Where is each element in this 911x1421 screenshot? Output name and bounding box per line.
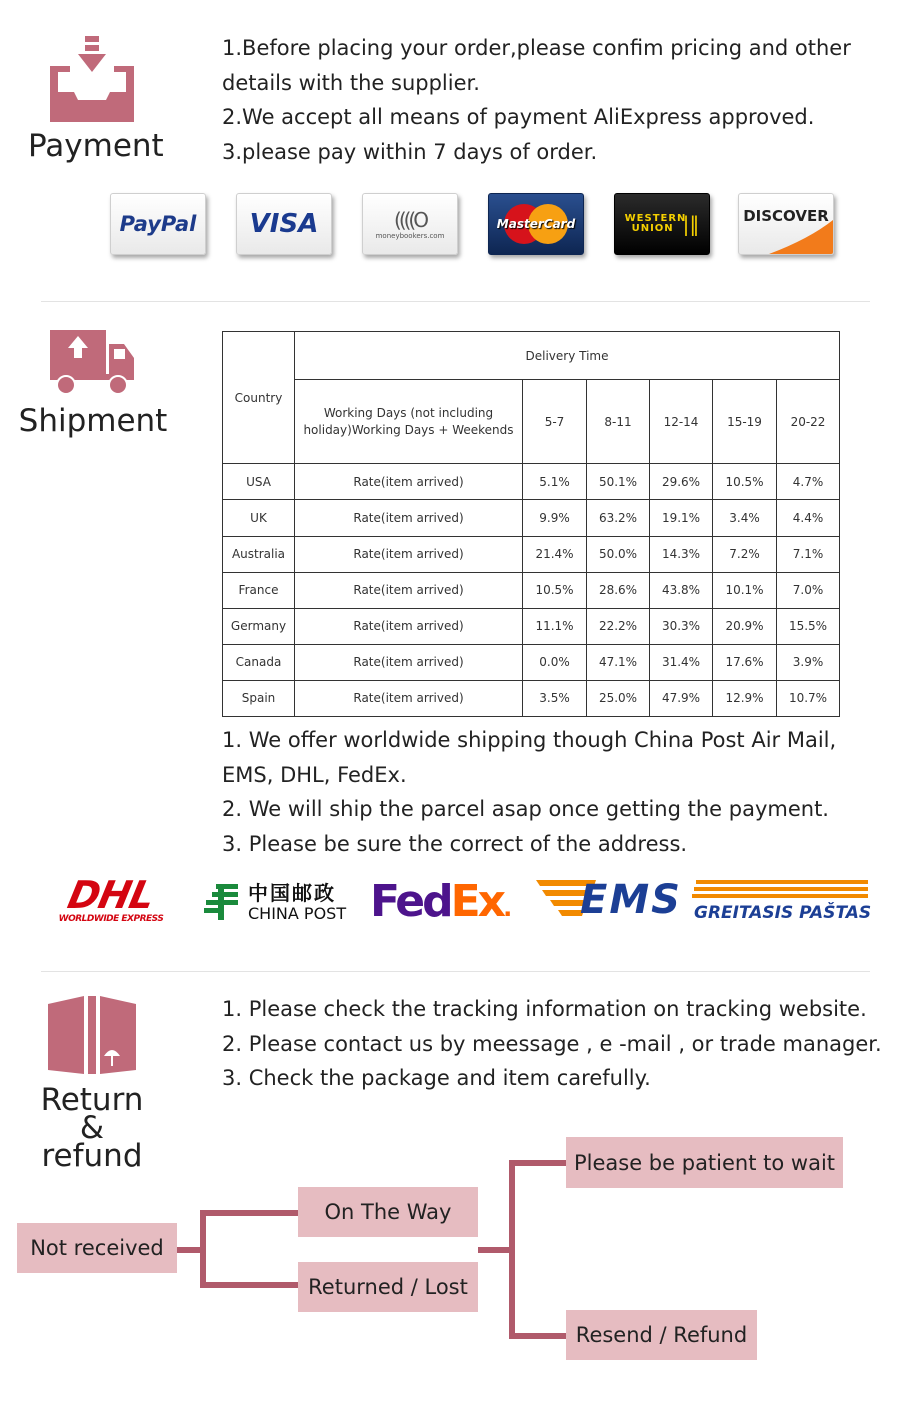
visa-logo-text: VISA bbox=[249, 209, 319, 239]
rate-cell: 47.9% bbox=[650, 680, 713, 716]
rate-cell: 4.7% bbox=[777, 464, 840, 500]
china-post-logo bbox=[202, 882, 347, 926]
rate-cell: 7.2% bbox=[713, 536, 777, 572]
country-cell: Canada bbox=[223, 644, 295, 680]
country-cell: Spain bbox=[223, 680, 295, 716]
shipment-title: Shipment bbox=[18, 403, 168, 439]
rate-cell: 50.0% bbox=[587, 536, 650, 572]
divider-1 bbox=[41, 301, 870, 302]
range-header: 8-11 bbox=[587, 380, 650, 464]
china-post-emblem-icon bbox=[202, 882, 242, 922]
range-header: 12-14 bbox=[650, 380, 713, 464]
shipment-note-1: 1. We offer worldwide shipping though China Post Air Mail, bbox=[222, 728, 837, 752]
table-row bbox=[223, 680, 840, 716]
fedex-dot: . bbox=[503, 894, 513, 922]
rate-cell: 7.1% bbox=[777, 536, 840, 572]
western-union-logo-text: WESTERN UNION bbox=[624, 213, 687, 234]
rate-cell: 0.0% bbox=[523, 644, 587, 680]
returned-lost-node: Returned / Lost bbox=[298, 1262, 478, 1312]
patient-wait-node: Please be patient to wait bbox=[566, 1137, 843, 1188]
rate-cell: 22.2% bbox=[587, 608, 650, 644]
rate-label-cell: Rate(item arrived) bbox=[295, 680, 523, 716]
rate-cell: 7.0% bbox=[777, 572, 840, 608]
divider-2 bbox=[41, 971, 870, 972]
range-header: 5-7 bbox=[523, 380, 587, 464]
resend-refund-node: Resend / Refund bbox=[566, 1310, 757, 1360]
rate-cell: 11.1% bbox=[523, 608, 587, 644]
country-cell: Germany bbox=[223, 608, 295, 644]
table-row bbox=[223, 500, 840, 536]
rate-cell: 17.6% bbox=[713, 644, 777, 680]
rate-label-cell: Rate(item arrived) bbox=[295, 608, 523, 644]
discover-swoosh-icon bbox=[739, 194, 833, 254]
rate-cell: 50.1% bbox=[587, 464, 650, 500]
rate-cell: 10.5% bbox=[523, 572, 587, 608]
rate-cell: 3.5% bbox=[523, 680, 587, 716]
payment-note-1: 1.Before placing your order,please confim pricing and other bbox=[222, 36, 851, 60]
connector bbox=[200, 1210, 206, 1288]
payment-title: Payment bbox=[28, 128, 164, 164]
delivery-time-header: Delivery Time bbox=[295, 332, 840, 380]
rate-cell: 10.7% bbox=[777, 680, 840, 716]
return-notes bbox=[222, 992, 882, 1096]
table-row bbox=[223, 644, 840, 680]
payment-note-3: 3.please pay within 7 days of order. bbox=[222, 139, 598, 164]
return-note-1: 1. Please check the tracking information on tracking website. bbox=[222, 997, 867, 1021]
country-header: Country bbox=[223, 332, 295, 464]
rate-cell: 9.9% bbox=[523, 500, 587, 536]
rate-cell: 15.5% bbox=[777, 608, 840, 644]
rate-cell: 63.2% bbox=[587, 500, 650, 536]
rate-label-cell: Rate(item arrived) bbox=[295, 500, 523, 536]
rate-label-cell: Rate(item arrived) bbox=[295, 644, 523, 680]
return-title-line1: Return bbox=[40, 1082, 144, 1118]
rate-cell: 28.6% bbox=[587, 572, 650, 608]
connector bbox=[509, 1333, 567, 1339]
inbox-download-icon bbox=[48, 36, 136, 122]
rate-cell: 10.5% bbox=[713, 464, 777, 500]
rate-cell: 21.4% bbox=[523, 536, 587, 572]
payment-note-2: 2.We accept all means of payment AliExpress approved. bbox=[222, 105, 815, 129]
not-received-node: Not received bbox=[17, 1223, 177, 1273]
ems-tagline: GREITASIS PAŠTAS bbox=[694, 903, 872, 923]
ems-logo bbox=[536, 877, 872, 926]
connector bbox=[200, 1282, 298, 1288]
package-umbrella-icon bbox=[48, 996, 136, 1074]
return-title-line2: & bbox=[79, 1110, 105, 1146]
rate-cell: 19.1% bbox=[650, 500, 713, 536]
rate-cell: 29.6% bbox=[650, 464, 713, 500]
connector bbox=[509, 1160, 567, 1166]
rate-label-cell: Rate(item arrived) bbox=[295, 572, 523, 608]
china-post-chinese: 中国邮政 bbox=[248, 881, 336, 905]
payment-notes bbox=[222, 31, 851, 169]
western-union-card bbox=[614, 193, 710, 255]
country-cell: France bbox=[223, 572, 295, 608]
rate-cell: 5.1% bbox=[523, 464, 587, 500]
table-row bbox=[223, 572, 840, 608]
on-the-way-node: On The Way bbox=[298, 1187, 478, 1237]
table-row bbox=[223, 608, 840, 644]
rate-cell: 12.9% bbox=[713, 680, 777, 716]
range-header: 20-22 bbox=[777, 380, 840, 464]
table-row bbox=[223, 464, 840, 500]
shipment-note-3: 3. Please be sure the correct of the address. bbox=[222, 831, 688, 856]
moneybookers-logo: ((((O bbox=[394, 208, 426, 232]
rate-label-cell: Rate(item arrived) bbox=[295, 536, 523, 572]
china-post-english: CHINA POST bbox=[248, 904, 347, 923]
dhl-tagline: WORLDWIDE EXPRESS bbox=[58, 914, 164, 924]
rate-cell: 14.3% bbox=[650, 536, 713, 572]
fedex-ex: Ex bbox=[450, 876, 504, 927]
visa-card bbox=[236, 193, 332, 255]
return-note-3: 3. Check the package and item carefully. bbox=[222, 1066, 651, 1090]
paypal-card bbox=[110, 193, 206, 255]
rate-label-cell: Rate(item arrived) bbox=[295, 464, 523, 500]
shipment-notes bbox=[222, 723, 836, 861]
mastercard-card bbox=[488, 193, 584, 255]
country-cell: UK bbox=[223, 500, 295, 536]
ems-text: EMS bbox=[580, 877, 682, 923]
return-note-2: 2. Please contact us by meessage , e -mail , or trade manager. bbox=[222, 1031, 882, 1056]
rate-cell: 4.4% bbox=[777, 500, 840, 536]
shipment-note-1-cont: EMS, DHL, FedEx. bbox=[222, 762, 407, 787]
western-union-bars-icon: |‖ bbox=[682, 212, 700, 236]
rate-cell: 47.1% bbox=[587, 644, 650, 680]
payment-note-1-cont: details with the supplier. bbox=[222, 70, 480, 95]
rate-cell: 30.3% bbox=[650, 608, 713, 644]
discover-logo-text: DISCOVER bbox=[743, 207, 829, 225]
fedex-fed: Fed bbox=[370, 876, 451, 927]
connector bbox=[509, 1160, 515, 1339]
fedex-logo bbox=[370, 876, 512, 926]
dhl-logo bbox=[42, 873, 180, 924]
rate-cell: 3.4% bbox=[713, 500, 777, 536]
delivery-truck-icon bbox=[48, 330, 136, 396]
discover-card bbox=[738, 193, 834, 255]
rate-cell: 10.1% bbox=[713, 572, 777, 608]
rate-cell: 3.9% bbox=[777, 644, 840, 680]
return-title bbox=[22, 1082, 162, 1174]
shipment-note-2: 2. We will ship the parcel asap once getting the payment. bbox=[222, 797, 829, 821]
return-title-line3: refund bbox=[41, 1138, 143, 1174]
rate-cell: 20.9% bbox=[713, 608, 777, 644]
country-cell: Australia bbox=[223, 536, 295, 572]
rate-cell: 25.0% bbox=[587, 680, 650, 716]
mastercard-logo-text: MasterCard bbox=[496, 217, 576, 231]
table-row bbox=[223, 536, 840, 572]
dhl-logo-text: DHL bbox=[64, 873, 158, 917]
working-days-header: Working Days (not including holiday)Working Days + Weekends bbox=[295, 380, 523, 464]
range-header: 15-19 bbox=[713, 380, 777, 464]
delivery-table bbox=[222, 331, 840, 717]
connector bbox=[478, 1247, 512, 1253]
country-cell: USA bbox=[223, 464, 295, 500]
moneybookers-text: moneybookers.com bbox=[375, 232, 445, 240]
paypal-logo-text: PayPal bbox=[119, 212, 197, 236]
rate-cell: 31.4% bbox=[650, 644, 713, 680]
rate-cell: 43.8% bbox=[650, 572, 713, 608]
moneybookers-card bbox=[362, 193, 458, 255]
connector bbox=[200, 1210, 298, 1216]
